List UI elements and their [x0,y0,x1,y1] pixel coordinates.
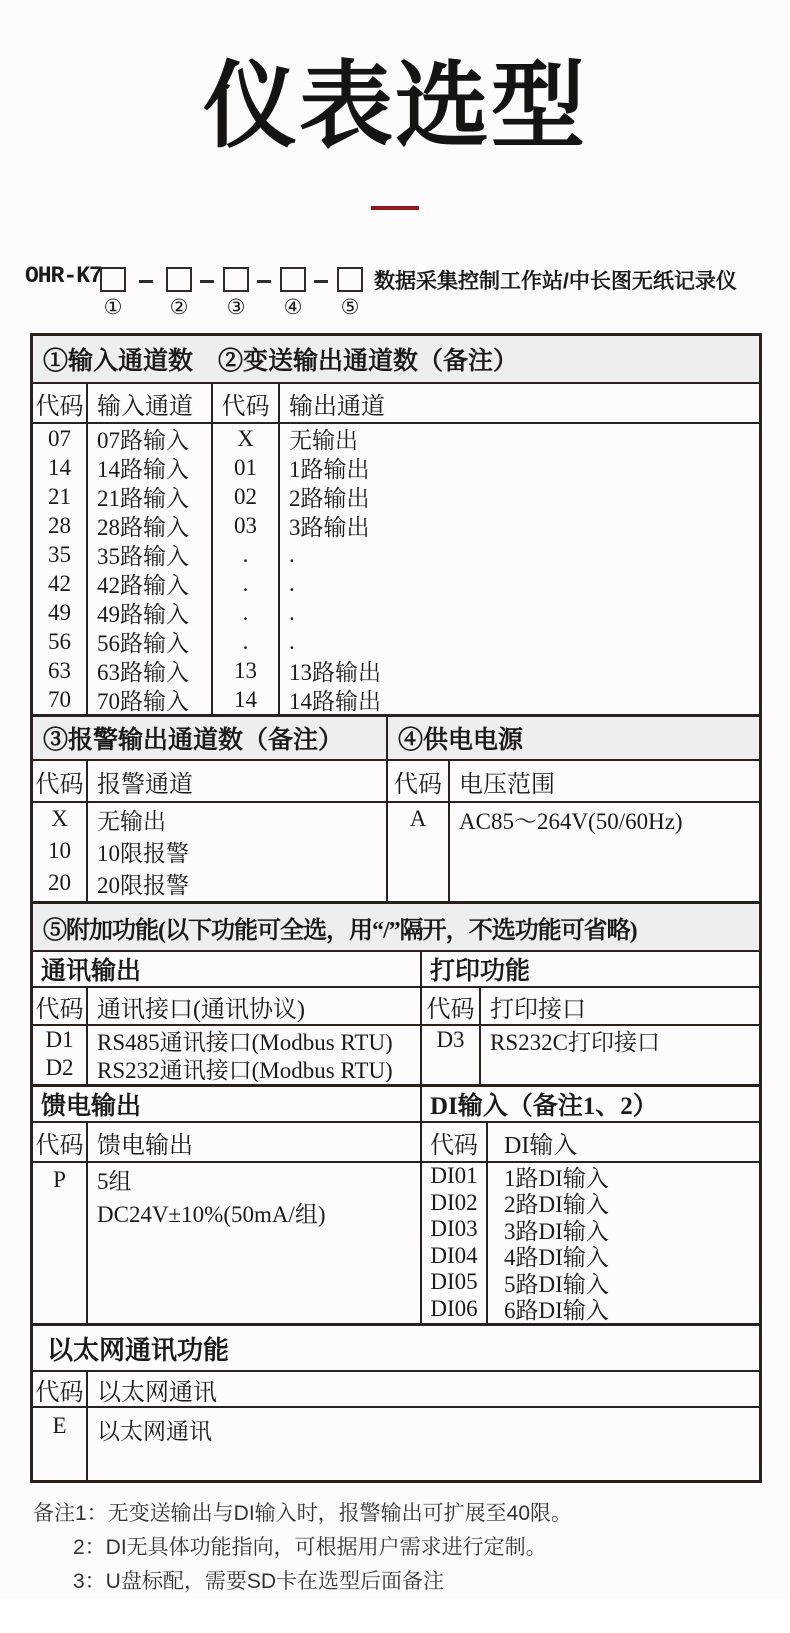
filler-cell [33,1196,88,1229]
col-header: DI输入 [488,1123,759,1163]
desc-cell: 以太网通讯 [97,1419,212,1444]
col-header: 以太网通讯 [88,1372,759,1408]
filler-cell [33,1082,88,1084]
power-feed-table [33,1123,420,1323]
model-slot-box [337,267,363,292]
comm-print-row [33,952,759,1084]
footnote-3: 3：U盘标配，需要SD卡在选型后面备注 [73,1570,445,1593]
code-cell: DI02 [422,1190,488,1217]
comm-table [33,988,420,1084]
code-cell: DI01 [422,1163,488,1190]
model-slot-box [280,267,306,292]
di-subheader: DI输入（备注1、2） [422,1087,759,1123]
desc-cell: 14路输出 [289,689,381,714]
print-table [422,988,759,1084]
section-header-1-2: ①输入通道数 ②变送输出通道数（备注） [33,336,759,384]
desc-cell: 2路DI输入 [504,1192,609,1216]
col-header: 代码 [422,1123,488,1163]
code-cell: 13 [213,656,280,685]
filler-cell [88,1229,420,1323]
code-cell: D2 [33,1054,88,1082]
desc-cell: 5路DI输入 [504,1271,609,1296]
desc-cell: 20限报警 [97,872,189,898]
filler-cell [33,1229,88,1323]
code-cell: DI05 [422,1269,488,1296]
desc-cell: 6路DI输入 [504,1298,609,1322]
alarm-output-block [33,717,388,901]
power-feed-subheader: 馈电输出 [33,1087,420,1123]
desc-cell: . [289,628,295,654]
slot-number: ⑤ [340,295,360,319]
col-header: 代码 [213,384,280,424]
model-description: 数据采集控制工作站/中长图无纸记录仪 [374,270,737,293]
slot-number: ② [169,295,189,319]
filler-cell [481,1054,759,1084]
desc-cell: AC85～264V(50/60Hz) [459,808,683,834]
desc-cell: 42路输入 [88,569,213,598]
alarm-table [33,761,386,901]
filler-cell [422,1322,488,1323]
code-cell: 63 [33,656,88,685]
desc-cell: 10限报警 [97,840,189,866]
desc-cell: . [289,541,295,567]
section-additional-functions [33,901,759,1084]
col-header: 报警通道 [88,761,386,803]
code-cell: 20 [33,867,88,899]
input-output-table [33,384,759,714]
desc-cell: 4路DI输入 [504,1245,609,1269]
code-cell: 03 [213,511,280,540]
filler-cell [488,1322,759,1323]
code-cell: . [213,569,280,598]
di-table [422,1123,759,1323]
model-prefix: OHR-K7 [25,263,102,289]
code-cell: 02 [213,482,280,511]
filler-cell [422,1054,481,1084]
model-slot-box [100,267,126,292]
code-cell: 35 [33,540,88,569]
model-slot-1 [100,267,130,320]
col-header: 电压范围 [450,761,759,803]
filler-cell [450,835,759,901]
dash-separator [200,280,214,283]
code-cell: E [33,1408,88,1480]
col-header: 输出通道 [280,384,759,424]
model-slot-box [223,267,249,292]
desc-cell: 35路输入 [88,540,213,569]
desc-cell: RS232通讯接口(Modbus RTU) [97,1057,393,1082]
desc-cell: 无输出 [289,428,358,453]
di-input-block [422,1087,759,1323]
code-cell: 07 [33,424,88,453]
slot-number: ④ [283,295,303,319]
desc-cell: RS232C打印接口 [490,1029,660,1054]
model-slot-5 [337,267,367,320]
model-slot-box [166,267,192,292]
code-cell: 28 [33,511,88,540]
code-cell: 01 [213,453,280,482]
comm-subheader: 通讯输出 [33,952,420,988]
code-cell: 14 [33,453,88,482]
code-cell: D1 [33,1026,88,1054]
code-cell: DI04 [422,1243,488,1270]
desc-cell: 21路输入 [88,482,213,511]
desc-cell: 14路输入 [88,453,213,482]
ethernet-header: 以太网通讯功能 [33,1326,759,1372]
col-header: 输入通道 [88,384,213,424]
col-header: 打印接口 [481,988,759,1026]
power-supply-block [388,717,759,901]
print-function-block [422,952,759,1084]
print-subheader: 打印功能 [422,952,759,988]
red-divider [371,206,419,210]
code-cell: . [213,598,280,627]
page-title: 仪表选型 [202,53,587,158]
col-header: 代码 [33,761,88,803]
slot-number: ① [103,295,123,319]
desc-cell: 13路输出 [289,660,381,685]
filler-cell [88,1082,420,1084]
desc-cell: 2路输出 [289,486,370,511]
section-header-5: ⑤附加功能(以下功能可全选，用“/”隔开，不选功能可省略) [33,904,759,952]
col-header: 代码 [33,1123,88,1163]
section-header-4: ④供电电源 [388,717,759,761]
power-table [388,761,759,901]
code-cell: 56 [33,627,88,656]
desc-cell: 63路输入 [88,656,213,685]
code-cell: X [33,803,88,835]
col-header: 通讯接口(通讯协议) [88,988,420,1026]
col-header: 代码 [33,988,88,1026]
col-header: 代码 [33,384,88,424]
model-slot-4 [280,267,310,320]
col-header: 代码 [422,988,481,1026]
desc-cell: 56路输入 [88,627,213,656]
desc-cell: . [289,570,295,596]
footnote-1: 备注1：无变送输出与DI输入时，报警输出可扩展至40限。 [33,1502,573,1525]
bottom-margin [0,1598,790,1633]
slot-number: ③ [226,295,246,319]
col-header: 代码 [33,1372,88,1408]
ethernet-table [33,1372,759,1480]
footnote-2: 2：DI无具体功能指向，可根据用户需求进行定制。 [73,1536,547,1559]
desc-cell: 28路输入 [88,511,213,540]
desc-cell: 5组 [97,1169,132,1194]
code-cell: 42 [33,569,88,598]
dash-separator [257,280,271,283]
desc-cell: 70路输入 [88,685,213,714]
col-header: 馈电输出 [88,1123,420,1163]
dash-separator [314,280,328,283]
dash-separator [139,280,153,283]
desc-cell: 3路DI输入 [504,1218,609,1243]
code-cell: 10 [33,835,88,867]
footnotes [33,1497,763,1599]
desc-cell: 1路输出 [289,457,370,482]
desc-cell: 07路输入 [88,424,213,453]
model-code-line [0,255,790,333]
desc-cell: 49路输入 [88,598,213,627]
filler-cell [33,899,88,901]
model-slot-2 [166,267,196,320]
desc-cell: 3路输出 [289,515,370,540]
section-header-3: ③报警输出通道数（备注） [33,717,386,761]
section-input-output-channels [33,336,759,714]
desc-cell: RS485通讯接口(Modbus RTU) [97,1029,393,1054]
code-cell: DI06 [422,1296,488,1323]
section-ethernet [33,1323,759,1480]
desc-cell: DC24V±10%(50mA/组) [97,1202,326,1227]
code-cell: 14 [213,685,280,714]
section-alarm-power [33,714,759,901]
filler-cell [388,835,450,901]
section-feed-di [33,1084,759,1323]
desc-cell: 1路DI输入 [504,1165,609,1190]
code-cell: . [213,540,280,569]
code-cell: 21 [33,482,88,511]
power-feed-block [33,1087,422,1323]
code-cell: D3 [422,1026,481,1054]
selection-tables [30,333,762,1483]
comm-output-block [33,952,422,1084]
code-cell: DI03 [422,1216,488,1243]
code-cell: A [388,803,450,835]
code-cell: P [33,1163,88,1196]
code-cell: 70 [33,685,88,714]
code-cell: X [213,424,280,453]
model-slot-3 [223,267,253,320]
desc-cell: . [289,599,295,625]
filler-cell [88,899,386,901]
code-cell: . [213,627,280,656]
desc-cell: 无输出 [97,808,166,834]
col-header: 代码 [388,761,450,803]
code-cell: 49 [33,598,88,627]
